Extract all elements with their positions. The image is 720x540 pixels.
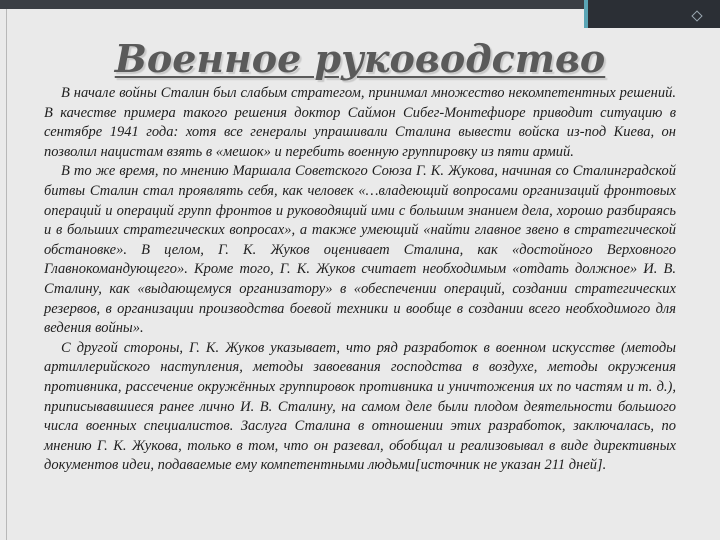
slide-title: Военное руководство bbox=[114, 36, 606, 81]
slide-body bbox=[44, 84, 676, 476]
paragraph-3: С другой стороны, Г. К. Жуков указывает, что ряд разработок в военном искусстве (методы артиллерийского наступления, методы завоевания господства в воздухе, методы окружения противника, рассечение окружённых группировок противника и уничтожения их по частям и т. д.), приписывавшиеся ранее лично И. В. Сталину, на самом деле были плодом деятельности большого числа военных специалистов. Заслуга Сталина в отношении этих разработок, заключалась, по мнению Г. К. Жукова, только в том, что он разевал, обобщал и реализовывал в виде директивных документов идеи, подаваемые ему компетентными людьми[источник не указан 211 дней]. bbox=[44, 339, 676, 474]
left-rule bbox=[6, 9, 7, 540]
paragraph-1: В начале войны Сталин был слабым стратегом, принимал множество некомпетентных решений. В качестве примера такого решения доктор Саймон Сибег-Монтефиоре приводит ситуацию в сентябре 1941 года: хотя все генералы упрашивали Сталина вывести войска из-под Киева, он позволил нацистам взять в «мешок» и перебить военную группировку из пяти армий. bbox=[44, 85, 676, 160]
paragraph-2: В то же время, по мнению Маршала Советского Союза Г. К. Жукова, начиная со Сталинградской битвы Сталин стал проявлять себя, как человек «…владеющий вопросами организаций фронтовых операций и операций групп фронтов и руководящий ими с большим знанием дела, хорошо разбираясь и в больших стратегических вопросах», а также умеющий «найти главное звено в стратегической обстановке». В целом, Г. К. Жуков оценивает Сталина, как «достойного Верховного Главнокомандующего». Кроме того, Г. К. Жуков считает необходимым «отдать должное» И. В. Сталину, как «выдающемуся организатору» в «обеспечении операций, создании стратегических резервов, в организации производства боевой техники и вообще в создании всего необходимого для ведения войны». bbox=[44, 163, 676, 337]
header-accent-stripe bbox=[584, 0, 588, 28]
